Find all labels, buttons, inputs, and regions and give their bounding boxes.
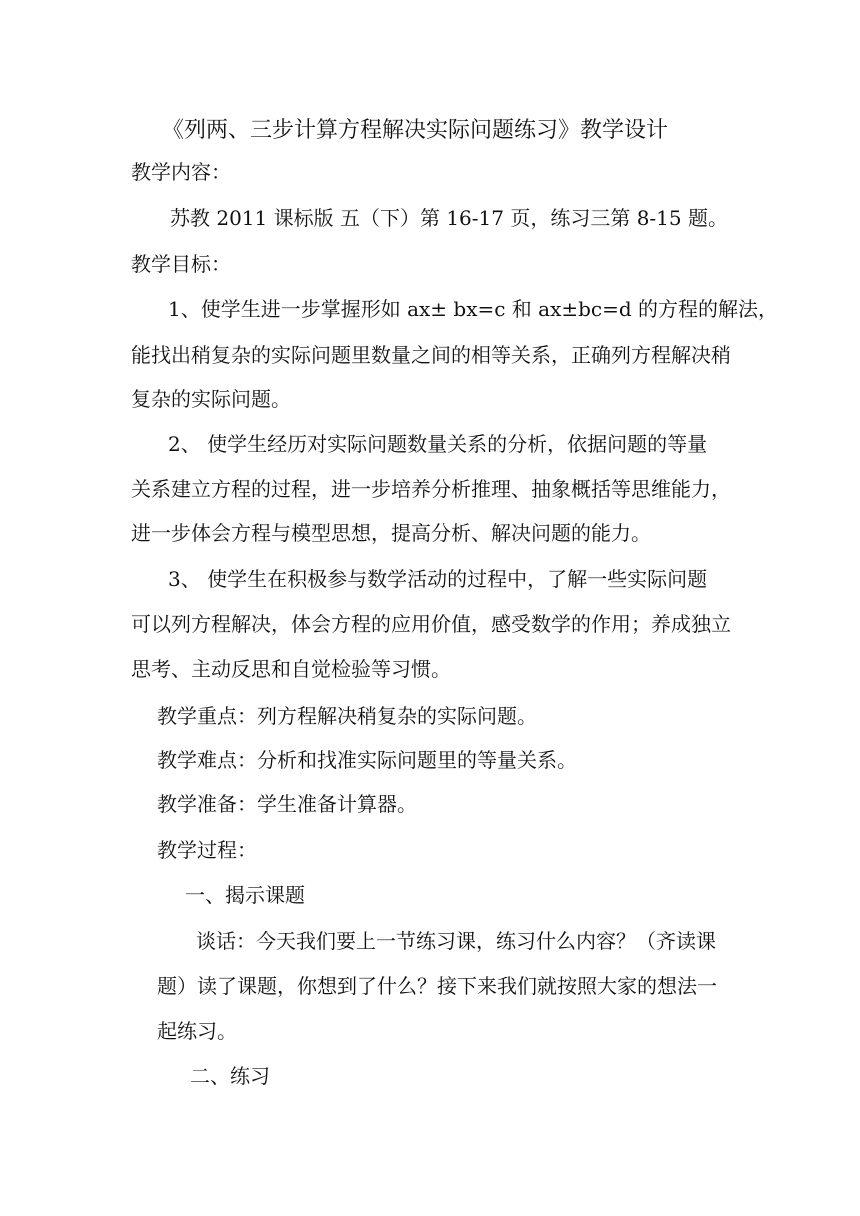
- objective-1-line-2: 能找出稍复杂的实际问题里数量之间的相等关系，正确列方程解决稍: [131, 343, 731, 367]
- objective-1-line-3: 复杂的实际问题。: [131, 387, 291, 411]
- teaching-content-label: 教学内容：: [131, 160, 231, 184]
- objective-2-line-2: 关系建立方程的过程，进一步培养分析推理、抽象概括等思维能力，: [131, 477, 731, 501]
- teaching-preparation: 教学准备：学生准备计算器。: [157, 792, 417, 816]
- teaching-key-point: 教学重点：列方程解决稍复杂的实际问题。: [157, 704, 537, 728]
- document-title: 《列两、三步计算方程解决实际问题练习》教学设计: [162, 118, 669, 143]
- teaching-content-text: 苏教 2011 课标版 五（下）第 16-17 页，练习三第 8-15 题。: [170, 206, 728, 230]
- teaching-difficulty: 教学难点：分析和找准实际问题里的等量关系。: [157, 748, 577, 772]
- section-2-heading: 二、练习: [190, 1064, 270, 1088]
- objective-2-line-3: 进一步体会方程与模型思想，提高分析、解决问题的能力。: [131, 521, 651, 545]
- objective-3-line-1: 3、 使学生在积极参与数学活动的过程中，了解一些实际问题: [168, 567, 708, 591]
- section-1-heading: 一、揭示课题: [185, 883, 305, 907]
- objective-1-line-1: 1、使学生进一步掌握形如 ax± bx=c 和 ax±bc=d 的方程的解法，: [168, 297, 779, 321]
- objective-3-line-2: 可以列方程解决，体会方程的应用价值，感受数学的作用；养成独立: [131, 612, 731, 636]
- talk-line-3: 起练习。: [157, 1019, 237, 1043]
- teaching-process-label: 教学过程：: [157, 838, 257, 862]
- talk-line-2: 题）读了课题，你想到了什么？接下来我们就按照大家的想法一: [157, 974, 717, 998]
- objective-2-line-1: 2、 使学生经历对实际问题数量关系的分析，依据问题的等量: [168, 432, 708, 456]
- talk-line-1: 谈话：今天我们要上一节练习课，练习什么内容？（齐读课: [196, 929, 716, 953]
- objective-3-line-3: 思考、主动反思和自觉检验等习惯。: [131, 657, 451, 681]
- teaching-objectives-label: 教学目标：: [131, 252, 231, 276]
